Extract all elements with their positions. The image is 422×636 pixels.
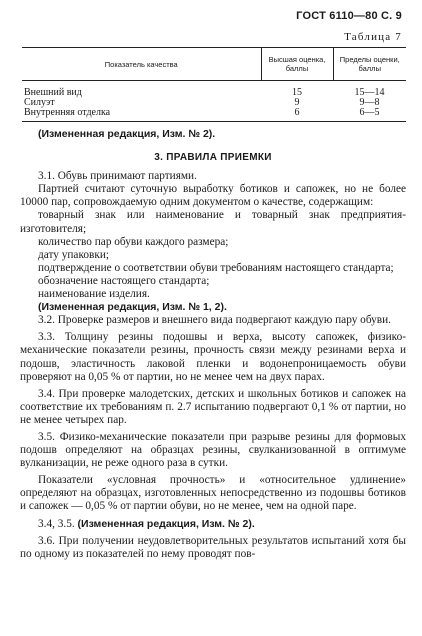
clause-3-4: 3.4. При проверке малодетских, детских и школьных ботиков и сапожек на соответствие их требованиям п. 2.7 испытанию подвергают 0,1 % от партии, но не менее четырех пар. xyxy=(20,387,406,426)
table-row xyxy=(22,81,406,99)
table-cell: 9 xyxy=(294,97,300,108)
indicators-paragraph: Показатели «условная прочность» и «относительное удлинение» определяют на образцах, изготовленных непосредственно из подошвы ботиков и сапожек — 0,05 % от партии обуви, но не менее, чем на одной паре. xyxy=(20,474,406,513)
table-cell: 15 xyxy=(292,87,302,98)
column-header: Высшая оценка, баллы xyxy=(261,48,333,81)
clause-3-3: 3.3. Толщину резины подошвы и верха, высоту сапожек, физико-механические показатели резины, прочность связи между резинами верха и подошв, эластичность лаковой пленки и водонепроницаемость обуви проверяют на 0,05 % от партии, но не менее чем на двух парах. xyxy=(20,331,406,383)
table-cell: 15—14 xyxy=(354,87,385,98)
clause-3-1: 3.1. Обувь принимают партиями. xyxy=(38,170,197,183)
amendment-note xyxy=(20,518,406,531)
list-item: количество пар обуви каждого размера; xyxy=(38,235,229,248)
table-cell: Внешний вид xyxy=(24,87,82,98)
clause-3-5: 3.5. Физико-механические показатели при разрыве резины для формовых подошв определяют на образцах резины, свулканизованной в оптимуме вулканизации, не реже одного раза в сутки. xyxy=(20,430,406,470)
document-body xyxy=(20,128,406,561)
table-header-row xyxy=(22,48,406,81)
table-cell: Силуэт xyxy=(24,97,55,108)
list-item: подтверждение о соответствии обуви требованиям настоящего стандарта; xyxy=(38,261,394,274)
clause-3-2: 3.2. Проверке размеров и внешнего вида подвергают каждую пару обуви. xyxy=(38,314,391,327)
table-cell: 6 xyxy=(261,108,333,122)
table-cell: 9—8 xyxy=(359,97,380,108)
batch-definition: Партией считают суточную выработку ботиков и сапожек, но не более 10000 пар, сопровождаемую одним документом о качестве, содержащим: xyxy=(20,183,406,209)
list-item: обозначение настоящего стандарта; xyxy=(38,274,210,287)
page-header: ГОСТ 6110—80 С. 9 xyxy=(296,10,402,22)
quality-table xyxy=(22,47,406,122)
amendment-clause-numbers: 3.4, 3.5. xyxy=(38,517,75,530)
section-title: 3. ПРАВИЛА ПРИЕМКИ xyxy=(154,152,272,164)
list-item: наименование изделия. xyxy=(38,288,150,301)
clause-3-6: 3.6. При получении неудовлетворительных результатов испытаний хотя бы по одному из показателей по нему проводят пов- xyxy=(20,534,406,560)
column-header: Пределы оценки, баллы xyxy=(333,48,406,81)
list-item: товарный знак или наименование и товарный знак предприятия-изготовителя; xyxy=(20,209,406,235)
amendment-text: (Измененная редакция, Изм. № 2). xyxy=(77,517,255,530)
table-row xyxy=(22,108,406,122)
table-cell: Внутренняя отделка xyxy=(22,108,261,122)
table-title: Таблица 7 xyxy=(344,31,402,43)
amendment-note: (Измененная редакция, Изм. № 1, 2). xyxy=(38,301,227,314)
list-item: дату упаковки; xyxy=(38,248,110,261)
amendment-note: (Измененная редакция, Изм. № 2). xyxy=(38,128,216,140)
table-cell: 6—5 xyxy=(333,108,406,122)
column-header: Показатель качества xyxy=(22,48,261,81)
